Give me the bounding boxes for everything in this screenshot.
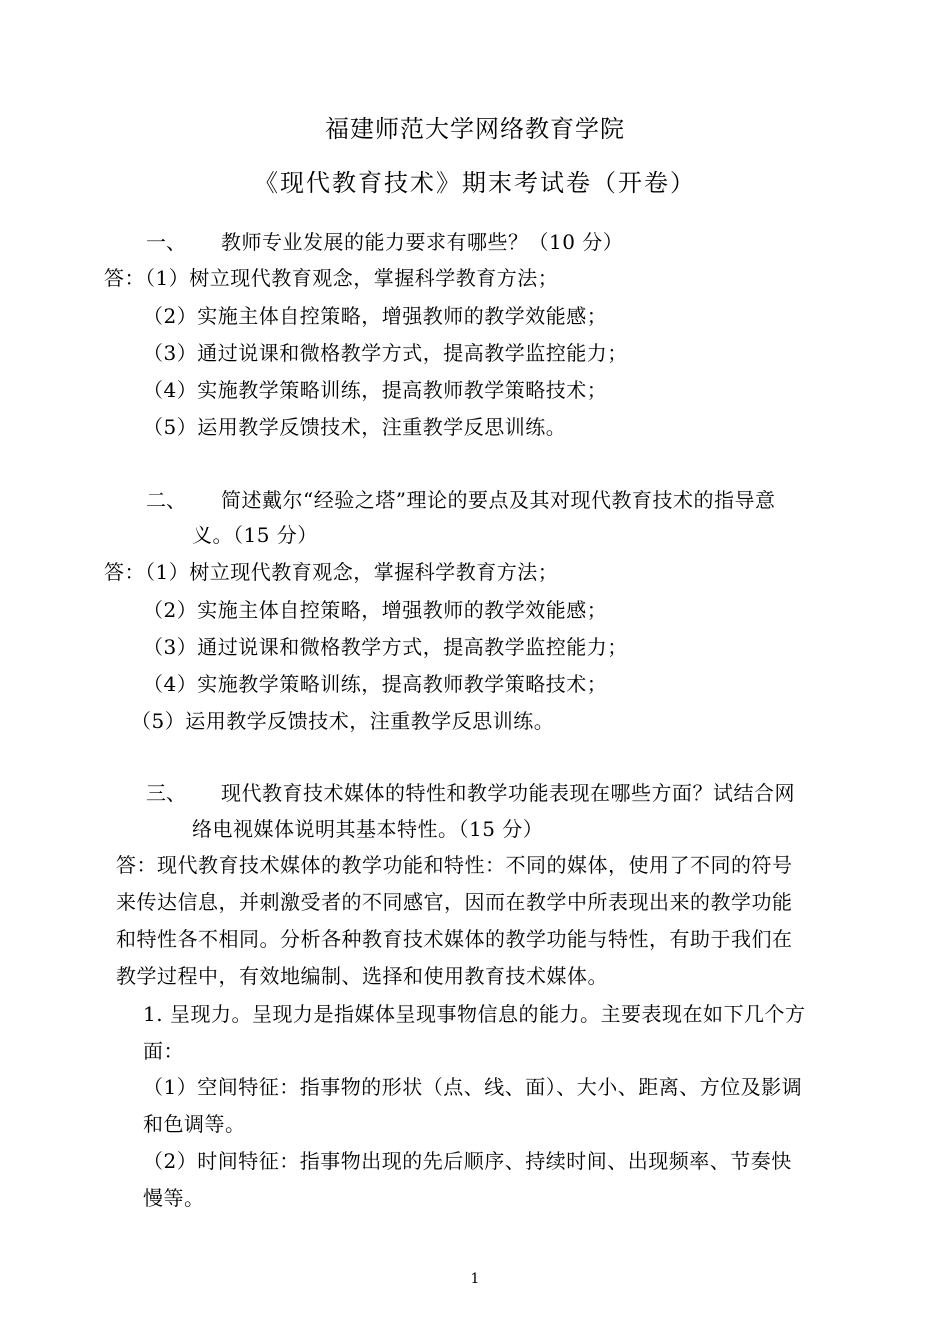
answer-2-line: （2）实施主体自控策略，增强教师的教学效能感； xyxy=(143,598,608,622)
answer-3-line: 慢等。 xyxy=(143,1186,205,1210)
institution-title: 福建师范大学网络教育学院 xyxy=(325,115,625,143)
page-number: 1 xyxy=(470,1271,480,1287)
question-1-number: 一、 xyxy=(146,230,186,254)
exam-title: 《现代教育技术》期末考试卷（开卷） xyxy=(254,169,696,197)
answer-1-line: （2）实施主体自控策略，增强教师的教学效能感； xyxy=(143,304,608,328)
question-2-text: 简述戴尔“经验之塔”理论的要点及其对现代教育技术的指导意 xyxy=(221,488,776,512)
answer-3-line: （1）空间特征：指事物的形状（点、线、面）、大小、距离、方位及影调 xyxy=(143,1075,803,1099)
answer-3-line: 答：现代教育技术媒体的教学功能和特性：不同的媒体，使用了不同的符号 xyxy=(116,853,793,877)
question-2-text: 义。（15 分） xyxy=(192,523,318,547)
answer-3-line: 和色调等。 xyxy=(143,1112,246,1136)
question-3-number: 三、 xyxy=(146,781,186,805)
question-2-number: 二、 xyxy=(146,488,186,512)
answer-2-line: （3）通过说课和微格教学方式，提高教学监控能力； xyxy=(143,635,628,659)
question-1-text: 教师专业发展的能力要求有哪些？（10 分） xyxy=(221,230,624,254)
answer-1-line: （4）实施教学策略训练，提高教师教学策略技术； xyxy=(143,378,608,402)
answer-2-line: （5）运用教学反馈技术，注重教学反思训练。 xyxy=(131,709,555,733)
answer-2-line: 答：（1）树立现代教育观念，掌握科学教育方法； xyxy=(104,560,559,584)
question-3-text: 现代教育技术媒体的特性和教学功能表现在哪些方面？试结合网 xyxy=(221,781,795,805)
answer-3-line: 面： xyxy=(143,1039,184,1063)
answer-3-line: （2）时间特征：指事物出现的先后顺序、持续时间、出现频率、节奏快 xyxy=(143,1149,792,1173)
answer-3-line: 1. 呈现力。呈现力是指媒体呈现事物信息的能力。主要表现在如下几个方 xyxy=(143,1002,806,1026)
question-3-text: 络电视媒体说明其基本特性。（15 分） xyxy=(192,817,544,841)
answer-2-line: （4）实施教学策略训练，提高教师教学策略技术； xyxy=(143,672,608,696)
answer-3-line: 教学过程中，有效地编制、选择和使用教育技术媒体。 xyxy=(116,964,608,988)
answer-1-line: 答：（1）树立现代教育观念，掌握科学教育方法； xyxy=(104,266,559,290)
answer-1-line: （3）通过说课和微格教学方式，提高教学监控能力； xyxy=(143,341,628,365)
answer-1-line: （5）运用教学反馈技术，注重教学反思训练。 xyxy=(143,415,567,439)
answer-3-line: 和特性各不相同。分析各种教育技术媒体的教学功能与特性，有助于我们在 xyxy=(116,927,793,951)
answer-3-line: 来传达信息，并刺激受者的不同感官，因而在教学中所表现出来的教学功能 xyxy=(116,890,793,914)
